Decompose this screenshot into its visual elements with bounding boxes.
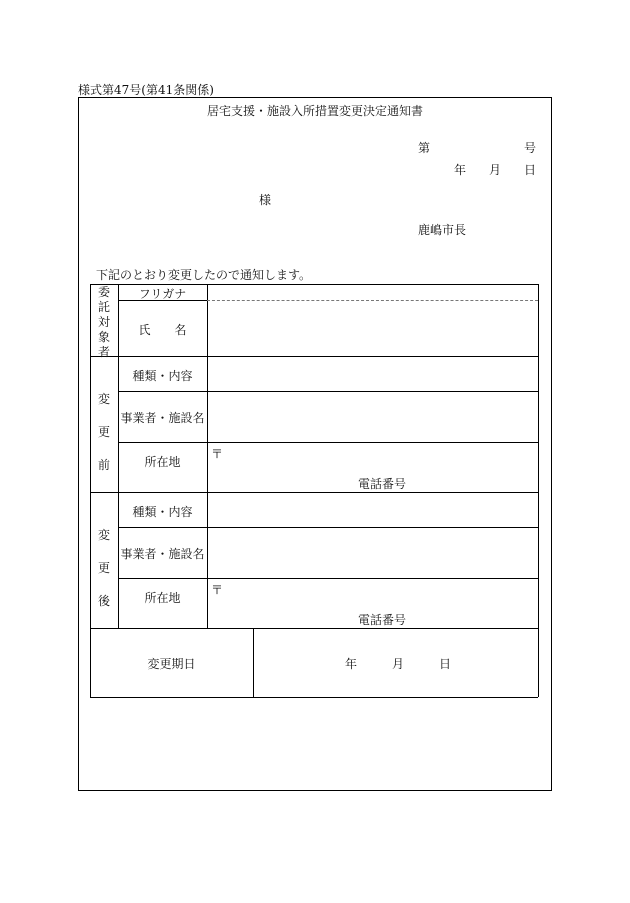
change-date-day: 日: [439, 657, 452, 671]
intro-text: 下記のとおり変更したので通知します。: [96, 268, 312, 282]
change-date-field[interactable]: [255, 630, 536, 695]
after-provider-label: 事業者・施設名: [120, 547, 205, 561]
before-location-field[interactable]: [226, 444, 536, 490]
after-location-label: 所在地: [144, 591, 181, 605]
document-title: 居宅支援・施設入所措置変更決定通知書: [206, 104, 423, 118]
before-change-label: 変 更 前: [97, 392, 110, 472]
before-type-field[interactable]: [209, 358, 536, 389]
number-prefix: 第: [418, 141, 431, 155]
addressee-suffix: 様: [259, 193, 272, 207]
after-change-label: 変 更 後: [97, 528, 110, 608]
form-number: 様式第47号(第41条関係): [78, 83, 214, 97]
number-suffix: 号: [524, 141, 537, 155]
before-location-label: 所在地: [144, 455, 181, 469]
subject-group-label: 委 託 対 象 者: [97, 285, 110, 359]
issuer: 鹿嶋市長: [418, 223, 467, 237]
before-provider-label: 事業者・施設名: [120, 411, 205, 425]
before-provider-field[interactable]: [209, 393, 536, 440]
change-date-label: 変更期日: [147, 657, 196, 671]
change-date-year: 年: [345, 657, 358, 671]
before-postal-mark: 〒: [211, 447, 224, 461]
name-field[interactable]: [209, 302, 536, 354]
after-postal-mark: 〒: [211, 583, 224, 597]
date-month: 月: [489, 163, 502, 177]
date-year: 年: [454, 163, 467, 177]
after-type-field[interactable]: [209, 494, 536, 525]
before-phone-label: 電話番号: [358, 477, 407, 491]
change-date-month: 月: [392, 657, 405, 671]
date-day: 日: [524, 163, 537, 177]
after-phone-label: 電話番号: [358, 613, 407, 627]
after-provider-field[interactable]: [209, 529, 536, 576]
before-type-label: 種類・内容: [132, 369, 193, 383]
after-location-field[interactable]: [226, 580, 536, 626]
furigana-label: フリガナ: [138, 287, 187, 301]
name-label: 氏 名: [138, 323, 187, 337]
after-type-label: 種類・内容: [132, 505, 193, 519]
